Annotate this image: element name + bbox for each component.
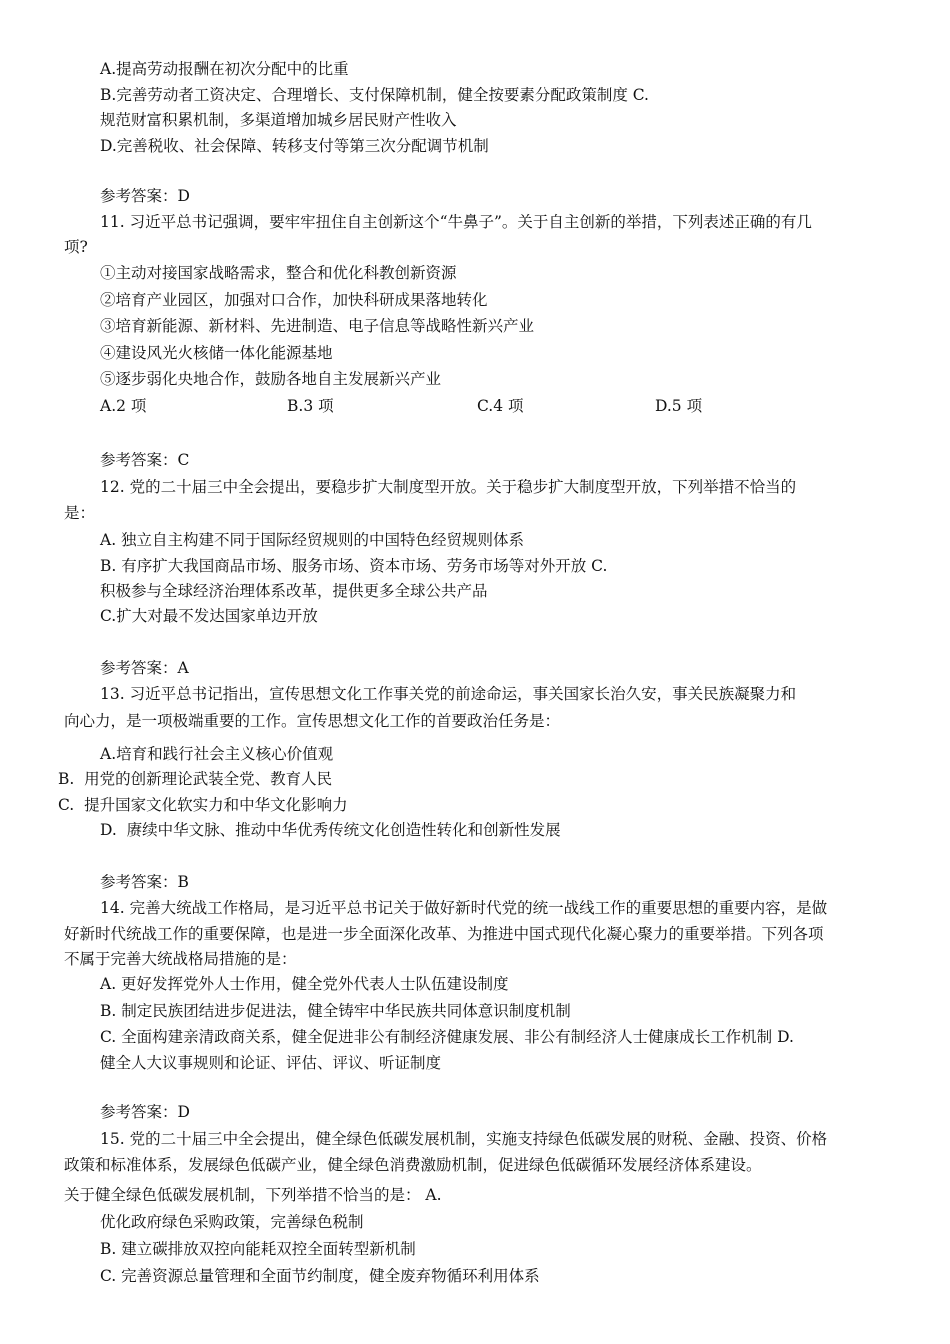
question-line: 14. 完善大统战工作格局，是习近平总书记关于做好新时代党的统一战线工作的重要思想的重要内容，是做	[100, 899, 828, 917]
option-line: A.提高劳动报酬在初次分配中的比重	[100, 60, 349, 78]
choice-a: A.2 项	[100, 397, 147, 415]
option-line: B. 用党的创新理论武装全党、教育人民	[58, 770, 333, 788]
option-line: 健全人大议事规则和论证、评估、评议、听证制度	[100, 1054, 442, 1072]
option-line: B.完善劳动者工资决定、合理增长、支付保障机制，健全按要素分配政策制度 C.	[100, 86, 649, 104]
option-line: C. 完善资源总量管理和全面节约制度，健全废弃物循环利用体系	[100, 1267, 540, 1285]
answer-line: 参考答案：B	[100, 873, 189, 891]
option-line: B. 有序扩大我国商品市场、服务市场、资本市场、劳务市场等对外开放 C.	[100, 557, 608, 575]
question-line: 关于健全绿色低碳发展机制，下列举措不恰当的是： A.	[64, 1186, 442, 1204]
question-line: 15. 党的二十届三中全会提出，健全绿色低碳发展机制，实施支持绿色低碳发展的财税、金融、投资、价格	[100, 1130, 828, 1148]
question-line: 向心力，是一项极端重要的工作。宣传思想文化工作的首要政治任务是：	[64, 712, 561, 730]
option-line: D.完善税收、社会保障、转移支付等第三次分配调节机制	[100, 137, 489, 155]
option-line: C. 提升国家文化软实力和中华文化影响力	[58, 796, 348, 814]
question-line: 不属于完善大统战格局措施的是：	[64, 950, 297, 968]
option-line: 积极参与全球经济治理体系改革，提供更多全球公共产品	[100, 582, 488, 600]
choice-c: C.4 项	[477, 397, 524, 415]
option-line: ④建设风光火核储一体化能源基地	[100, 344, 333, 362]
answer-line: 参考答案：A	[100, 659, 189, 677]
choice-b: B.3 项	[287, 397, 334, 415]
option-line: 规范财富积累机制，多渠道增加城乡居民财产性收入	[100, 111, 457, 129]
answer-line: 参考答案：D	[100, 1103, 190, 1121]
option-line: ①主动对接国家战略需求，整合和优化科教创新资源	[100, 264, 457, 282]
question-line: 好新时代统战工作的重要保障，也是进一步全面深化改革、为推进中国式现代化凝心聚力的重要举措。下列各项	[64, 925, 824, 943]
question-line: 13. 习近平总书记指出，宣传思想文化工作事关党的前途命运，事关国家长治久安，事关民族凝聚力和	[100, 685, 797, 703]
option-line: B. 建立碳排放双控向能耗双控全面转型新机制	[100, 1240, 416, 1258]
question-line: 12. 党的二十届三中全会提出，要稳步扩大制度型开放。关于稳步扩大制度型开放，下列举措不恰当的	[100, 478, 797, 496]
option-line: C. 全面构建亲清政商关系，健全促进非公有制经济健康发展、非公有制经济人士健康成长工作机制 D.	[100, 1028, 794, 1046]
option-line: C.扩大对最不发达国家单边开放	[100, 607, 318, 625]
option-line: ③培育新能源、新材料、先进制造、电子信息等战略性新兴产业	[100, 317, 535, 335]
option-line: 优化政府绿色采购政策，完善绿色税制	[100, 1213, 364, 1231]
question-line: 政策和标准体系，发展绿色低碳产业，健全绿色消费激励机制，促进绿色低碳循环发展经济体系建设。	[64, 1156, 762, 1174]
option-line: B. 制定民族团结进步促进法，健全铸牢中华民族共同体意识制度机制	[100, 1002, 571, 1020]
option-line: ②培育产业园区，加强对口合作，加快科研成果落地转化	[100, 291, 488, 309]
question-line: 11. 习近平总书记强调，要牢牢扭住自主创新这个“牛鼻子”。关于自主创新的举措，下列表述正确的有几	[100, 213, 812, 231]
option-line: A. 独立自主构建不同于国际经贸规则的中国特色经贸规则体系	[100, 531, 525, 549]
choice-d: D.5 项	[655, 397, 703, 415]
answer-line: 参考答案：C	[100, 451, 190, 469]
option-line: A.培育和践行社会主义核心价值观	[100, 745, 334, 763]
option-line: A. 更好发挥党外人士作用，健全党外代表人士队伍建设制度	[100, 975, 509, 993]
question-line: 项?	[64, 238, 88, 256]
answer-line: 参考答案：D	[100, 187, 190, 205]
option-line: ⑤逐步弱化央地合作，鼓励各地自主发展新兴产业	[100, 370, 442, 388]
option-line: D. 赓续中华文脉、推动中华优秀传统文化创造性转化和创新性发展	[100, 821, 561, 839]
question-line: 是：	[64, 504, 96, 522]
